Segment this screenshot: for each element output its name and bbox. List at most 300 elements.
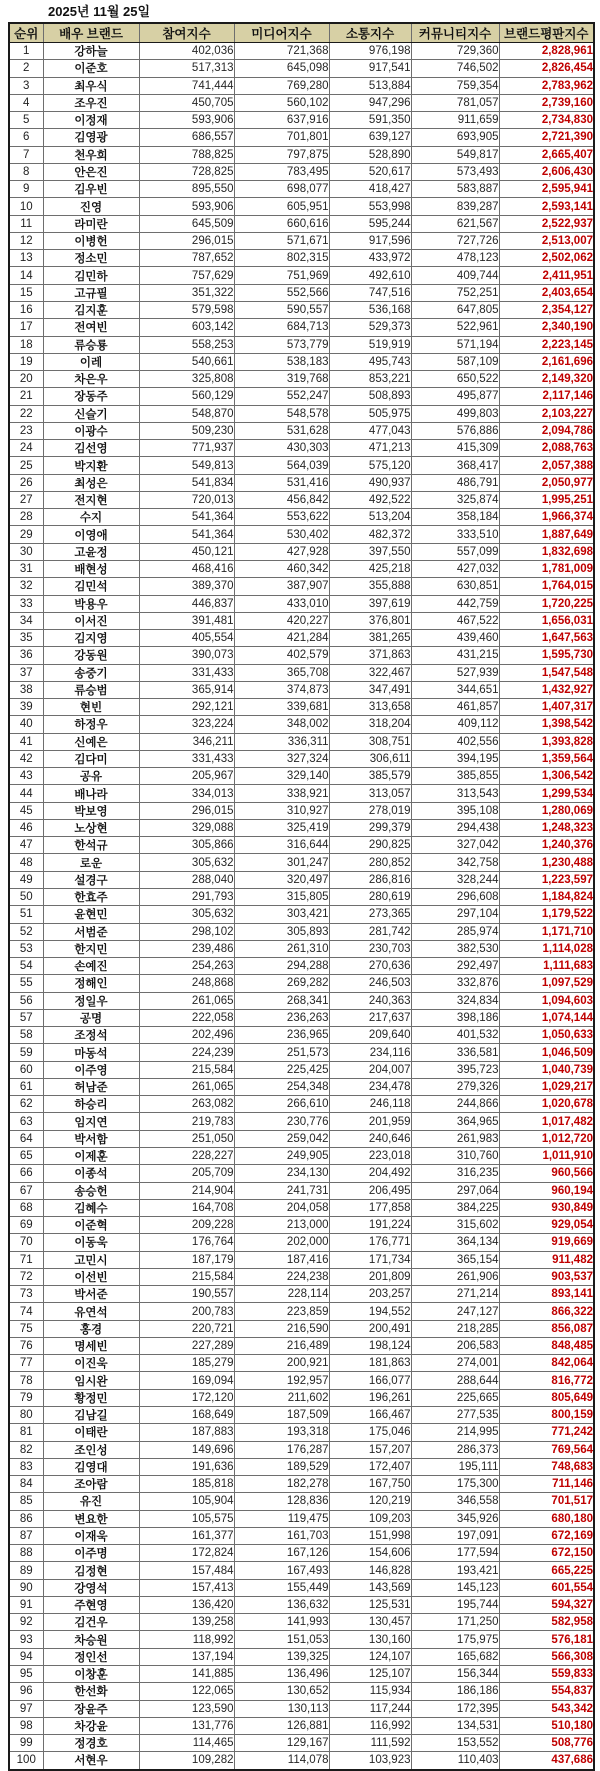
brand-reputation-index-cell: 771,242	[499, 1424, 594, 1441]
table-row	[9, 1217, 594, 1234]
participation-index-cell: 261,065	[139, 992, 234, 1009]
actor-name-cell: 하정우	[43, 716, 139, 733]
participation-index-cell: 389,370	[139, 578, 234, 595]
media-index-cell: 211,602	[234, 1389, 329, 1406]
table-row	[9, 1165, 594, 1182]
actor-name-cell: 이재욱	[43, 1527, 139, 1544]
community-index-cell: 409,112	[411, 716, 499, 733]
media-index-cell: 783,495	[234, 163, 329, 180]
rank-cell: 32	[9, 578, 43, 595]
brand-reputation-index-cell: 2,734,830	[499, 112, 594, 129]
communication-index-cell: 201,809	[329, 1268, 411, 1285]
communication-index-cell: 130,160	[329, 1631, 411, 1648]
communication-index-cell: 917,596	[329, 232, 411, 249]
actor-name-cell: 한석규	[43, 837, 139, 854]
community-index-cell: 752,251	[411, 284, 499, 301]
community-index-cell: 427,032	[411, 560, 499, 577]
brand-reputation-index-cell: 1,720,225	[499, 595, 594, 612]
brand-reputation-index-cell: 711,146	[499, 1476, 594, 1493]
communication-index-cell: 947,296	[329, 94, 411, 111]
brand-reputation-index-cell: 2,411,951	[499, 267, 594, 284]
rank-cell: 18	[9, 336, 43, 353]
communication-index-cell: 747,516	[329, 284, 411, 301]
community-index-cell: 365,154	[411, 1251, 499, 1268]
actor-name-cell: 이제훈	[43, 1148, 139, 1165]
participation-index-cell: 122,065	[139, 1683, 234, 1700]
media-index-cell: 530,402	[234, 526, 329, 543]
media-index-cell: 224,238	[234, 1268, 329, 1285]
rank-cell: 20	[9, 371, 43, 388]
communication-index-cell: 111,592	[329, 1735, 411, 1752]
media-index-cell: 721,368	[234, 43, 329, 60]
brand-reputation-index-cell: 842,064	[499, 1355, 594, 1372]
brand-reputation-index-cell: 960,194	[499, 1182, 594, 1199]
table-row	[9, 1078, 594, 1095]
community-index-cell: 214,995	[411, 1424, 499, 1441]
communication-index-cell: 528,890	[329, 146, 411, 163]
media-index-cell: 751,969	[234, 267, 329, 284]
community-index-cell: 261,983	[411, 1130, 499, 1147]
community-index-cell: 345,926	[411, 1510, 499, 1527]
rank-cell: 19	[9, 353, 43, 370]
brand-reputation-index-cell: 582,958	[499, 1614, 594, 1631]
actor-name-cell: 장윤주	[43, 1700, 139, 1717]
media-index-cell: 187,509	[234, 1406, 329, 1423]
media-index-cell: 259,042	[234, 1130, 329, 1147]
rank-cell: 46	[9, 819, 43, 836]
participation-index-cell: 118,992	[139, 1631, 234, 1648]
media-index-cell: 189,529	[234, 1458, 329, 1475]
communication-index-cell: 198,124	[329, 1337, 411, 1354]
communication-index-cell: 553,998	[329, 198, 411, 215]
brand-reputation-table	[8, 22, 595, 1771]
community-index-cell: 395,108	[411, 802, 499, 819]
table-row	[9, 1614, 594, 1631]
participation-index-cell: 509,230	[139, 422, 234, 439]
rank-cell: 95	[9, 1665, 43, 1682]
brand-reputation-index-cell: 893,141	[499, 1286, 594, 1303]
communication-index-cell: 425,218	[329, 560, 411, 577]
table-row	[9, 630, 594, 647]
table-row	[9, 733, 594, 750]
communication-index-cell: 204,007	[329, 1061, 411, 1078]
media-index-cell: 531,416	[234, 474, 329, 491]
media-index-cell: 552,247	[234, 388, 329, 405]
table-row	[9, 60, 594, 77]
community-index-cell: 573,493	[411, 163, 499, 180]
participation-index-cell: 137,194	[139, 1648, 234, 1665]
brand-reputation-index-cell: 748,683	[499, 1458, 594, 1475]
table-row	[9, 509, 594, 526]
communication-index-cell: 146,828	[329, 1562, 411, 1579]
community-index-cell: 145,123	[411, 1579, 499, 1596]
actor-name-cell: 김남길	[43, 1406, 139, 1423]
media-index-cell: 261,310	[234, 940, 329, 957]
table-row	[9, 819, 594, 836]
brand-reputation-index-cell: 543,342	[499, 1700, 594, 1717]
rank-cell: 7	[9, 146, 43, 163]
rank-cell: 29	[9, 526, 43, 543]
brand-reputation-index-cell: 1,040,739	[499, 1061, 594, 1078]
rank-cell: 99	[9, 1735, 43, 1752]
communication-index-cell: 223,018	[329, 1148, 411, 1165]
participation-index-cell: 228,227	[139, 1148, 234, 1165]
actor-name-cell: 최우식	[43, 77, 139, 94]
media-index-cell: 236,263	[234, 1009, 329, 1026]
table-row	[9, 181, 594, 198]
actor-name-cell: 한선화	[43, 1683, 139, 1700]
brand-reputation-index-cell: 554,837	[499, 1683, 594, 1700]
actor-name-cell: 김건우	[43, 1614, 139, 1631]
table-row	[9, 560, 594, 577]
participation-index-cell: 187,179	[139, 1251, 234, 1268]
community-index-cell: 277,535	[411, 1406, 499, 1423]
participation-index-cell: 541,834	[139, 474, 234, 491]
participation-index-cell: 261,065	[139, 1078, 234, 1095]
table-row	[9, 146, 594, 163]
participation-index-cell: 239,486	[139, 940, 234, 957]
actor-name-cell: 이종석	[43, 1165, 139, 1182]
community-index-cell: 398,186	[411, 1009, 499, 1026]
brand-reputation-index-cell: 2,828,961	[499, 43, 594, 60]
brand-reputation-index-cell: 866,322	[499, 1303, 594, 1320]
community-index-cell: 442,759	[411, 595, 499, 612]
table-row	[9, 526, 594, 543]
community-index-cell: 313,543	[411, 785, 499, 802]
communication-index-cell: 595,244	[329, 215, 411, 232]
rank-cell: 25	[9, 457, 43, 474]
media-index-cell: 228,114	[234, 1286, 329, 1303]
community-index-cell: 647,805	[411, 301, 499, 318]
brand-reputation-index-cell: 2,103,227	[499, 405, 594, 422]
rank-cell: 14	[9, 267, 43, 284]
participation-index-cell: 305,632	[139, 906, 234, 923]
participation-index-cell: 215,584	[139, 1061, 234, 1078]
actor-name-cell: 김우빈	[43, 181, 139, 198]
rank-cell: 41	[9, 733, 43, 750]
communication-index-cell: 246,503	[329, 975, 411, 992]
media-index-cell: 268,341	[234, 992, 329, 1009]
media-index-cell: 155,449	[234, 1579, 329, 1596]
communication-index-cell: 234,116	[329, 1044, 411, 1061]
media-index-cell: 305,893	[234, 923, 329, 940]
communication-index-cell: 381,265	[329, 630, 411, 647]
media-index-cell: 114,078	[234, 1752, 329, 1770]
rank-cell: 15	[9, 284, 43, 301]
rank-cell: 17	[9, 319, 43, 336]
actor-name-cell: 서범준	[43, 923, 139, 940]
rank-cell: 87	[9, 1527, 43, 1544]
rank-cell: 2	[9, 60, 43, 77]
participation-index-cell: 292,121	[139, 699, 234, 716]
rank-cell: 67	[9, 1182, 43, 1199]
table-row	[9, 1303, 594, 1320]
community-index-cell: 297,064	[411, 1182, 499, 1199]
community-index-cell: 495,877	[411, 388, 499, 405]
participation-index-cell: 720,013	[139, 491, 234, 508]
table-row	[9, 301, 594, 318]
community-index-cell: 332,876	[411, 975, 499, 992]
rank-cell: 11	[9, 215, 43, 232]
rank-cell: 50	[9, 889, 43, 906]
table-row	[9, 250, 594, 267]
community-index-cell: 409,744	[411, 267, 499, 284]
actor-name-cell: 홍경	[43, 1320, 139, 1337]
rank-cell: 79	[9, 1389, 43, 1406]
community-index-cell: 327,042	[411, 837, 499, 854]
communication-index-cell: 385,579	[329, 768, 411, 785]
actor-name-cell: 변요한	[43, 1510, 139, 1527]
actor-name-cell: 장동주	[43, 388, 139, 405]
community-index-cell: 650,522	[411, 371, 499, 388]
participation-index-cell: 558,253	[139, 336, 234, 353]
brand-reputation-index-cell: 2,094,786	[499, 422, 594, 439]
communication-index-cell: 306,611	[329, 750, 411, 767]
table-row	[9, 319, 594, 336]
table-row	[9, 785, 594, 802]
actor-name-cell: 공명	[43, 1009, 139, 1026]
communication-index-cell: 143,569	[329, 1579, 411, 1596]
actor-name-cell: 천우희	[43, 146, 139, 163]
table-row	[9, 440, 594, 457]
community-index-cell: 195,111	[411, 1458, 499, 1475]
community-index-cell: 621,567	[411, 215, 499, 232]
brand-reputation-index-cell: 1,595,730	[499, 647, 594, 664]
table-header	[9, 23, 594, 43]
rank-cell: 60	[9, 1061, 43, 1078]
brand-reputation-index-cell: 2,161,696	[499, 353, 594, 370]
media-index-cell: 430,303	[234, 440, 329, 457]
community-index-cell: 333,510	[411, 526, 499, 543]
communication-index-cell: 172,407	[329, 1458, 411, 1475]
table-row	[9, 543, 594, 560]
actor-name-cell: 이정재	[43, 112, 139, 129]
actor-name-cell: 정일우	[43, 992, 139, 1009]
table-row	[9, 1234, 594, 1251]
communication-index-cell: 176,771	[329, 1234, 411, 1251]
rank-cell: 24	[9, 440, 43, 457]
participation-index-cell: 346,211	[139, 733, 234, 750]
participation-index-cell: 136,420	[139, 1596, 234, 1613]
table-row	[9, 1061, 594, 1078]
actor-name-cell: 조아람	[43, 1476, 139, 1493]
participation-index-cell: 325,808	[139, 371, 234, 388]
community-index-cell: 583,887	[411, 181, 499, 198]
participation-index-cell: 185,279	[139, 1355, 234, 1372]
participation-index-cell: 222,058	[139, 1009, 234, 1026]
brand-reputation-index-cell: 911,482	[499, 1251, 594, 1268]
participation-index-cell: 251,050	[139, 1130, 234, 1147]
communication-index-cell: 109,203	[329, 1510, 411, 1527]
communication-index-cell: 308,751	[329, 733, 411, 750]
participation-index-cell: 468,416	[139, 560, 234, 577]
media-index-cell: 193,318	[234, 1424, 329, 1441]
rank-cell: 16	[9, 301, 43, 318]
media-index-cell: 387,907	[234, 578, 329, 595]
actor-name-cell: 김지훈	[43, 301, 139, 318]
brand-reputation-index-cell: 856,087	[499, 1320, 594, 1337]
community-index-cell: 286,373	[411, 1441, 499, 1458]
brand-reputation-index-cell: 2,149,320	[499, 371, 594, 388]
community-index-cell: 172,395	[411, 1700, 499, 1717]
brand-reputation-index-cell: 2,826,454	[499, 60, 594, 77]
brand-reputation-index-cell: 1,995,251	[499, 491, 594, 508]
actor-name-cell: 임시완	[43, 1372, 139, 1389]
actor-name-cell: 차승원	[43, 1631, 139, 1648]
participation-index-cell: 161,377	[139, 1527, 234, 1544]
community-index-cell: 165,682	[411, 1648, 499, 1665]
communication-index-cell: 204,492	[329, 1165, 411, 1182]
table-row	[9, 353, 594, 370]
community-index-cell: 486,791	[411, 474, 499, 491]
actor-name-cell: 강동원	[43, 647, 139, 664]
brand-reputation-index-cell: 2,354,127	[499, 301, 594, 318]
participation-index-cell: 202,496	[139, 1027, 234, 1044]
table-row	[9, 1441, 594, 1458]
media-index-cell: 538,183	[234, 353, 329, 370]
brand-reputation-index-cell: 1,171,710	[499, 923, 594, 940]
communication-index-cell: 536,168	[329, 301, 411, 318]
communication-index-cell: 976,198	[329, 43, 411, 60]
rank-cell: 89	[9, 1562, 43, 1579]
table-row	[9, 1355, 594, 1372]
actor-name-cell: 이서진	[43, 612, 139, 629]
media-index-cell: 301,247	[234, 854, 329, 871]
community-index-cell: 587,109	[411, 353, 499, 370]
media-index-cell: 126,881	[234, 1717, 329, 1734]
actor-name-cell: 전지현	[43, 491, 139, 508]
table-row	[9, 595, 594, 612]
media-index-cell: 427,928	[234, 543, 329, 560]
community-index-cell: 746,502	[411, 60, 499, 77]
table-row	[9, 889, 594, 906]
rank-cell: 55	[9, 975, 43, 992]
actor-name-cell: 정해인	[43, 975, 139, 992]
media-index-cell: 339,681	[234, 699, 329, 716]
brand-reputation-index-cell: 919,669	[499, 1234, 594, 1251]
rank-cell: 73	[9, 1286, 43, 1303]
brand-reputation-index-cell: 566,308	[499, 1648, 594, 1665]
rank-cell: 96	[9, 1683, 43, 1700]
communication-index-cell: 171,734	[329, 1251, 411, 1268]
brand-reputation-index-cell: 2,721,390	[499, 129, 594, 146]
participation-index-cell: 593,906	[139, 112, 234, 129]
community-index-cell: 175,300	[411, 1476, 499, 1493]
participation-index-cell: 157,413	[139, 1579, 234, 1596]
brand-reputation-index-cell: 1,647,563	[499, 630, 594, 647]
table-row	[9, 1199, 594, 1216]
brand-reputation-index-cell: 437,686	[499, 1752, 594, 1770]
actor-name-cell: 서현우	[43, 1752, 139, 1770]
media-index-cell: 320,497	[234, 871, 329, 888]
table-row	[9, 1182, 594, 1199]
table-row	[9, 112, 594, 129]
brand-reputation-index-cell: 1,306,542	[499, 768, 594, 785]
actor-name-cell: 정인선	[43, 1648, 139, 1665]
media-index-cell: 571,671	[234, 232, 329, 249]
table-row	[9, 1337, 594, 1354]
participation-index-cell: 227,289	[139, 1337, 234, 1354]
participation-index-cell: 157,484	[139, 1562, 234, 1579]
communication-index-cell: 130,457	[329, 1614, 411, 1631]
community-index-cell: 325,874	[411, 491, 499, 508]
media-index-cell: 560,102	[234, 94, 329, 111]
table-row	[9, 1735, 594, 1752]
actor-name-cell: 김민하	[43, 267, 139, 284]
participation-index-cell: 305,866	[139, 837, 234, 854]
table-row	[9, 647, 594, 664]
actor-name-cell: 이영애	[43, 526, 139, 543]
participation-index-cell: 168,649	[139, 1406, 234, 1423]
brand-reputation-index-cell: 1,398,542	[499, 716, 594, 733]
participation-index-cell: 351,322	[139, 284, 234, 301]
communication-index-cell: 166,467	[329, 1406, 411, 1423]
brand-reputation-index-cell: 1,046,509	[499, 1044, 594, 1061]
community-index-cell: 244,866	[411, 1096, 499, 1113]
communication-index-cell: 397,550	[329, 543, 411, 560]
table-row	[9, 1510, 594, 1527]
brand-reputation-index-cell: 2,050,977	[499, 474, 594, 491]
media-index-cell: 192,957	[234, 1372, 329, 1389]
community-index-cell: 759,354	[411, 77, 499, 94]
rank-cell: 13	[9, 250, 43, 267]
media-index-cell: 139,325	[234, 1648, 329, 1665]
table-row	[9, 940, 594, 957]
table-row	[9, 1251, 594, 1268]
rank-cell: 59	[9, 1044, 43, 1061]
media-index-cell: 161,703	[234, 1527, 329, 1544]
community-index-cell: 630,851	[411, 578, 499, 595]
community-index-cell: 324,834	[411, 992, 499, 1009]
rank-cell: 84	[9, 1476, 43, 1493]
media-index-cell: 402,579	[234, 647, 329, 664]
table-row	[9, 457, 594, 474]
communication-index-cell: 482,372	[329, 526, 411, 543]
rank-cell: 1	[9, 43, 43, 60]
communication-index-cell: 853,221	[329, 371, 411, 388]
communication-index-cell: 209,640	[329, 1027, 411, 1044]
rank-cell: 52	[9, 923, 43, 940]
communication-index-cell: 313,658	[329, 699, 411, 716]
table-row	[9, 1027, 594, 1044]
actor-name-cell: 조우진	[43, 94, 139, 111]
community-index-cell: 911,659	[411, 112, 499, 129]
actor-name-cell: 설경구	[43, 871, 139, 888]
media-index-cell: 136,496	[234, 1665, 329, 1682]
media-index-cell: 319,768	[234, 371, 329, 388]
community-index-cell: 328,244	[411, 871, 499, 888]
media-index-cell: 128,836	[234, 1493, 329, 1510]
brand-reputation-index-cell: 1,248,323	[499, 819, 594, 836]
brand-reputation-index-cell: 1,887,649	[499, 526, 594, 543]
brand-reputation-index-cell: 903,537	[499, 1268, 594, 1285]
table-row	[9, 1320, 594, 1337]
communication-index-cell: 520,617	[329, 163, 411, 180]
actor-name-cell: 이병헌	[43, 232, 139, 249]
brand-reputation-index-cell: 2,088,763	[499, 440, 594, 457]
actor-name-cell: 배현성	[43, 560, 139, 577]
communication-index-cell: 591,350	[329, 112, 411, 129]
rank-cell: 98	[9, 1717, 43, 1734]
community-index-cell: 110,403	[411, 1752, 499, 1770]
brand-reputation-index-cell: 2,522,937	[499, 215, 594, 232]
actor-name-cell: 송승헌	[43, 1182, 139, 1199]
table-row	[9, 1458, 594, 1475]
rank-cell: 8	[9, 163, 43, 180]
participation-index-cell: 176,764	[139, 1234, 234, 1251]
participation-index-cell: 114,465	[139, 1735, 234, 1752]
community-index-cell: 522,961	[411, 319, 499, 336]
